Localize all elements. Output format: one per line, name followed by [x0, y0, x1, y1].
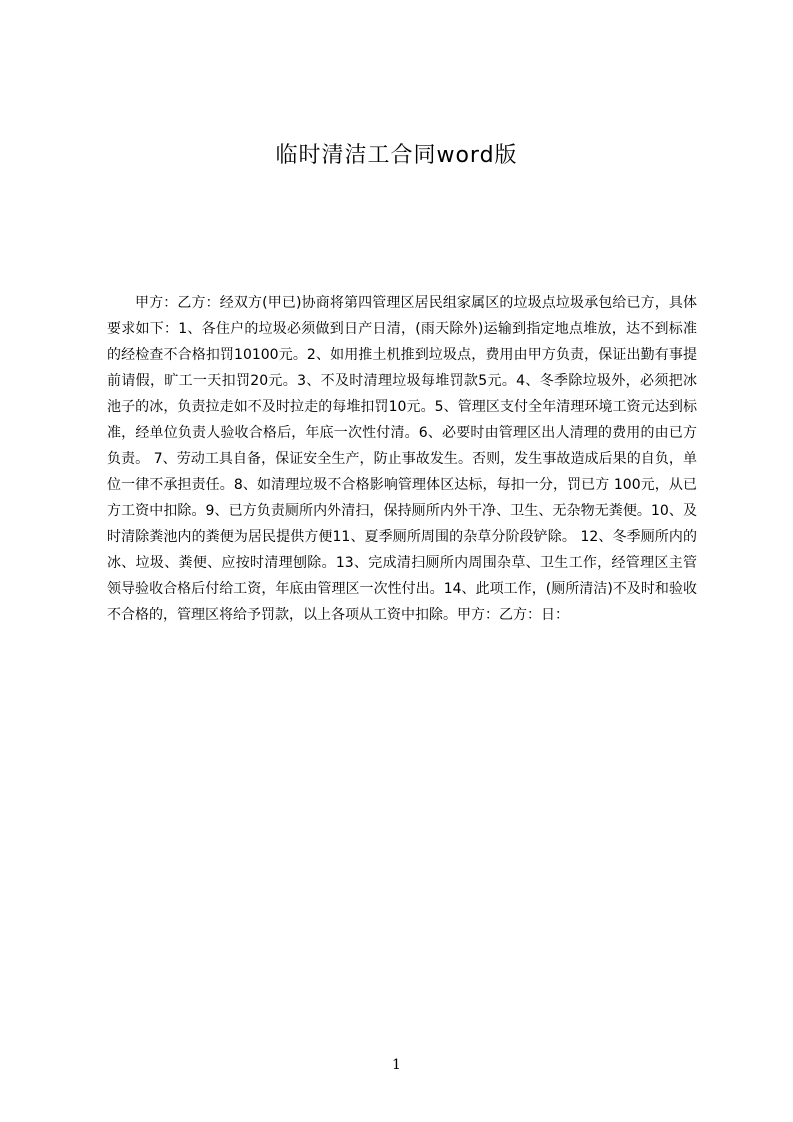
document-title: 临时清洁工合同word版	[275, 143, 518, 168]
page-number: 1	[392, 1057, 401, 1073]
contract-body-paragraph: 甲方：乙方：经双方(甲已)协商将第四管理区居民组家属区的垃圾点垃圾承包给已方，具体要求如下：1、各住户的垃圾必须做到日产日清，(雨天除外)运输到指定地点堆放，达不到标准的经检查不合格扣罚10100元。2、如用推土机推到垃圾点，费用由甲方负责，保证出勤有事提前请假，旷工一天扣罚20元。3、不及时清理垃圾每堆罚款5元。4、冬季除垃圾外，必须把冰池子的冰，负责拉走如不及时拉走的每堆扣罚10元。5、管理区支付全年清理环境工资元达到标准，经单位负责人验收合格后，年底一次性付清。6、必要时由管理区出人清理的费用的由已方负责。 7、劳动工具自备，保证安全生产，防止事故发生。否则，发生事故造成后果的自负，单位一律不承担责任。8、如清理垃圾不合格影响管理体区达标，每扣一分，罚已方 100元，从已方工资中扣除。9、已方负责厕所内外清扫，保持厕所内外干净、卫生、无杂物无粪便。10、及时清除粪池内的粪便为居民提供方便11、夏季厕所周围的杂草分阶段铲除。 12、冬季厕所内的冰、垃圾、粪便、应按时清理刨除。13、完成清扫厕所内周围杂草、卫生工作，经管理区主管领导验收合格后付给工资，年底由管理区一次性付出。14、此项工作，(厕所清洁)不及时和验收不合格的，管理区将给予罚款，以上各项从工资中扣除。甲方：乙方：日：	[107, 295, 697, 623]
